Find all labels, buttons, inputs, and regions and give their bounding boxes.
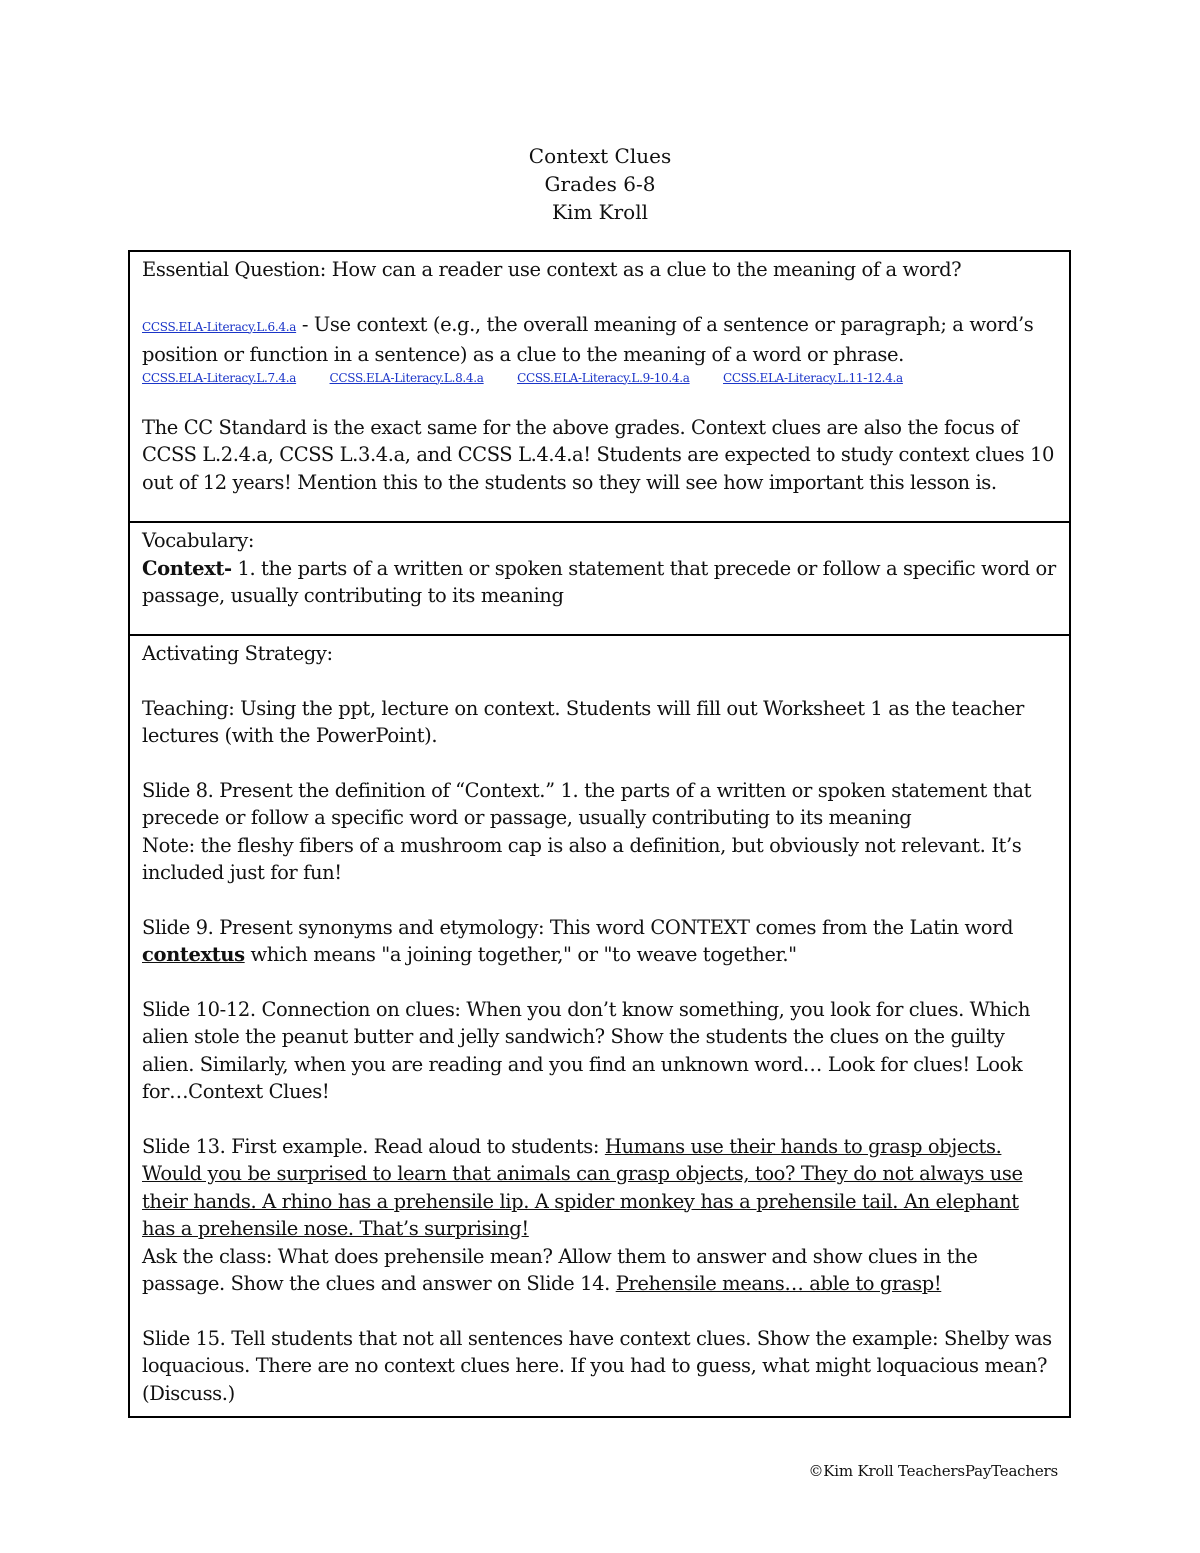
slide-9-text: Slide 9. Present synonyms and etymology: This word CONTEXT comes from the Latin word [142, 915, 1014, 939]
latin-word: contextus [142, 943, 245, 966]
standard-link-grade-6[interactable]: CCSS.ELA-Literacy.L.6.4.a [142, 319, 297, 334]
document-header [0, 142, 1200, 226]
author-name: Kim Kroll [552, 200, 648, 224]
vocabulary-definition: 1. the parts of a written or spoken statement that precede or follow a specific word or passage, usually contributing to its meaning [142, 556, 1056, 607]
standard-note: The CC Standard is the exact same for the above grades. Context clues are also the focus of CCSS L.2.4.a, CCSS L.3.4.a, and CCSS L.4.4.a! Students are expected to study context clues 10 out of 12 years! Mention this to the students so they will see how important this lesson is. [142, 415, 1055, 494]
slide-8-note: Note: the fleshy fibers of a mushroom cap is also a definition, but obviously not relevant. It’s included just for fun! [142, 833, 1022, 884]
slide-10-12-step: Slide 10-12. Connection on clues: When you don’t know something, you look for clues. Which alien stole the peanut butter and jelly sandwich? Show the students the clues on the guilty alien. Similarly, when you are reading and you find an unknown word… Look for clues! Look for…Context Clues! [142, 997, 1030, 1103]
essential-question-row [129, 251, 1070, 522]
slide-13-answer: Prehensile means… able to grasp! [615, 1272, 942, 1295]
standard-text: - Use context (e.g., the overall meaning of a sentence or paragraph; a word’s position or function in a sentence) as a clue to the meaning of a word or phrase. [142, 312, 1034, 366]
example-passage: Humans use their hands to grasp objects. Would you be surprised to learn that animals can grasp objects, too? They do not always use their hands. A rhino has a prehensile lip. A spider monkey has a prehensile tail. An elephant has a prehensile nose. That’s surprising! [142, 1134, 1023, 1240]
copyright-footer: ©Kim Kroll TeachersPayTeachers [808, 1462, 1058, 1480]
standard-link-grade-7[interactable]: CCSS.ELA-Literacy.L.7.4.a [142, 370, 297, 385]
teaching-step: Teaching: Using the ppt, lecture on context. Students will fill out Worksheet 1 as the teacher lectures (with the PowerPoint). [142, 696, 1024, 747]
essential-question: Essential Question: How can a reader use context as a clue to the meaning of a word? [142, 258, 962, 281]
slide-13-step [142, 1133, 1057, 1243]
vocabulary-row [129, 522, 1070, 635]
activating-strategy-cell [129, 635, 1070, 1417]
standard-link-grade-9-10[interactable]: CCSS.ELA-Literacy.L.9-10.4.a [517, 370, 690, 385]
slide-9-step [142, 914, 1057, 969]
standard-link-grade-11-12[interactable]: CCSS.ELA-Literacy.L.11-12.4.a [723, 370, 903, 385]
slide-13-text: Slide 13. First example. Read aloud to students: [142, 1134, 605, 1158]
grade-standard-links [142, 369, 1057, 387]
strategy-label: Activating Strategy: [142, 642, 333, 665]
essential-question-cell [129, 251, 1070, 522]
slide-9-meaning: which means "a joining together," or "to weave together." [244, 943, 797, 966]
document-title: Context Clues [528, 144, 672, 168]
lesson-plan-table [128, 250, 1071, 1418]
vocabulary-label: Vocabulary: [142, 529, 254, 552]
standard-description [142, 311, 1057, 369]
slide-8-step: Slide 8. Present the definition of “Context.” 1. the parts of a written or spoken statement that precede or follow a specific word or passage, usually contributing to its meaning [142, 778, 1032, 829]
slide-13-question [142, 1243, 1057, 1298]
slide-15-step: Slide 15. Tell students that not all sentences have context clues. Show the example: Shelby was loquacious. There are no context clues here. If you had to guess, what might loquacious mean? (Discuss.) [142, 1326, 1052, 1405]
activating-strategy-row [129, 635, 1070, 1417]
vocabulary-cell [129, 522, 1070, 635]
vocabulary-term: Context- [142, 556, 232, 580]
slide-13-ask: Ask the class: What does prehensile mean? Allow them to answer and show clues in the passage. Show the clues and answer on Slide 14. [142, 1244, 978, 1295]
standard-link-grade-8[interactable]: CCSS.ELA-Literacy.L.8.4.a [329, 370, 484, 385]
grade-range: Grades 6-8 [544, 172, 656, 196]
vocabulary-entry [142, 555, 1057, 610]
